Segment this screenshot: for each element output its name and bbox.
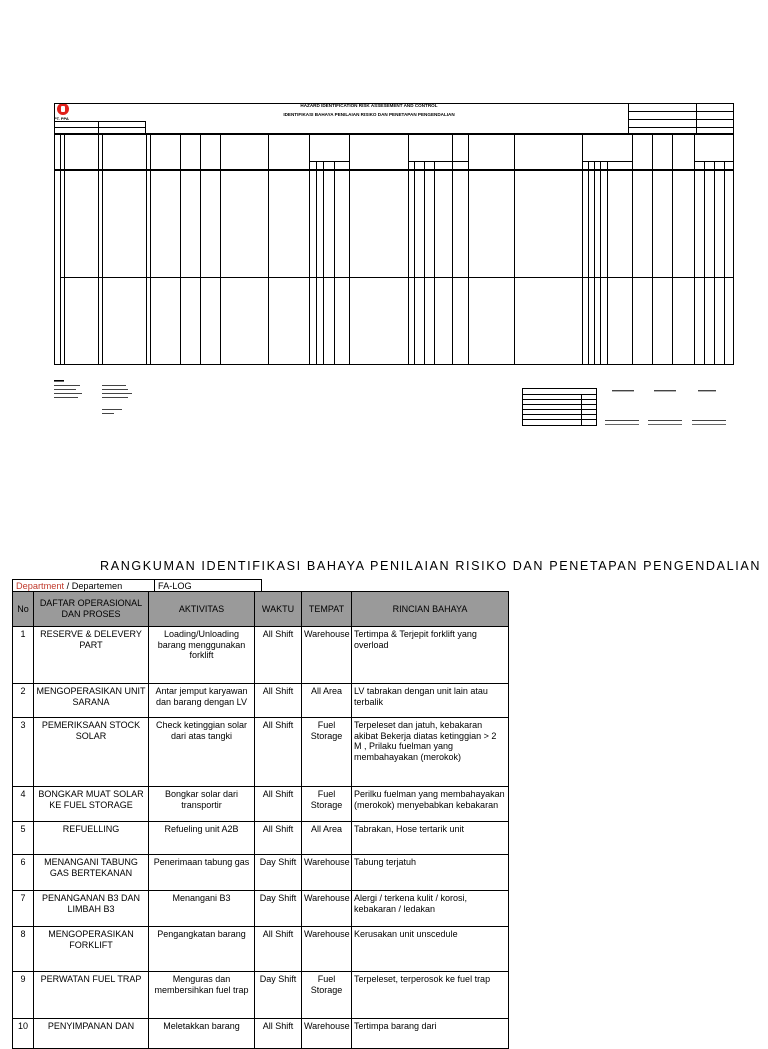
form-notes bbox=[54, 380, 174, 425]
table-header-row bbox=[13, 592, 509, 627]
cell-waktu: All Shift bbox=[255, 718, 302, 787]
form-column-line bbox=[704, 161, 705, 365]
form-column-line bbox=[64, 134, 65, 365]
form-column-line bbox=[594, 161, 595, 365]
cell-tempat: All Area bbox=[302, 684, 352, 718]
form-divider bbox=[309, 161, 349, 162]
cell-aktivitas: Menangani B3 bbox=[149, 891, 255, 927]
header-no: No bbox=[13, 592, 34, 627]
form-column-line bbox=[98, 134, 99, 365]
cell-aktivitas: Penerimaan tabung gas bbox=[149, 855, 255, 891]
cell-aktivitas: Loading/Unloading barang menggunakan forklift bbox=[149, 627, 255, 684]
department-label: Department / Departemen bbox=[13, 580, 155, 592]
table-row bbox=[13, 927, 509, 972]
form-column-line bbox=[452, 134, 453, 365]
cell-tempat: Fuel Storage bbox=[302, 787, 352, 822]
table-row bbox=[13, 822, 509, 855]
header-waktu: WAKTU bbox=[255, 592, 302, 627]
cell-bahaya: Tertimpa barang dari bbox=[352, 1019, 509, 1049]
form-column-line bbox=[60, 134, 61, 365]
form-column-line bbox=[514, 134, 515, 365]
cell-bahaya: Alergi / terkena kulit / korosi, kebakaran / ledakan bbox=[352, 891, 509, 927]
table-row bbox=[13, 855, 509, 891]
form-column-line bbox=[323, 161, 324, 365]
table-row bbox=[13, 718, 509, 787]
cell-tempat: Fuel Storage bbox=[302, 718, 352, 787]
cell-no: 1 bbox=[13, 627, 34, 684]
header-proses: DAFTAR OPERASIONAL DAN PROSES bbox=[34, 592, 149, 627]
cell-no: 9 bbox=[13, 972, 34, 1019]
cell-waktu: Day Shift bbox=[255, 972, 302, 1019]
form-column-line bbox=[600, 161, 601, 365]
header-aktivitas: AKTIVITAS bbox=[149, 592, 255, 627]
risk-legend-box bbox=[522, 388, 597, 426]
table-row bbox=[13, 1019, 509, 1049]
cell-proses: BONGKAR MUAT SOLAR KE FUEL STORAGE bbox=[34, 787, 149, 822]
summary-title: RANGKUMAN IDENTIFIKASI BAHAYA PENILAIAN RISIKO DAN PENETAPAN PENGENDALIAN bbox=[100, 559, 762, 573]
cell-aktivitas: Bongkar solar dari transportir bbox=[149, 787, 255, 822]
form-column-line bbox=[334, 161, 335, 365]
cell-tempat: Warehouse bbox=[302, 1019, 352, 1049]
table-row bbox=[13, 787, 509, 822]
form-column-line bbox=[607, 161, 608, 365]
cell-proses: PENYIMPANAN DAN bbox=[34, 1019, 149, 1049]
cell-waktu: Day Shift bbox=[255, 891, 302, 927]
table-row bbox=[13, 891, 509, 927]
cell-proses: RESERVE & DELEVERY PART bbox=[34, 627, 149, 684]
cell-no: 5 bbox=[13, 822, 34, 855]
cell-proses: MENGOPERASIKAN FORKLIFT bbox=[34, 927, 149, 972]
form-title-en: HAZARD IDENTIFICATION RISK ASSESEMENT AND CONTROL bbox=[300, 103, 438, 108]
cell-bahaya: Perilku fuelman yang membahayakan (merokok) menyebabkan kebakaran bbox=[352, 787, 509, 822]
form-column-line bbox=[102, 134, 103, 365]
cell-proses: MENGOPERASIKAN UNIT SARANA bbox=[34, 684, 149, 718]
cell-aktivitas: Pengangkatan barang bbox=[149, 927, 255, 972]
form-title-id: IDENTIFIKASI BAHAYA PENILAIAN RISIKO DAN PENETAPAN PENGENDALIAN bbox=[283, 112, 455, 117]
form-column-line bbox=[268, 134, 269, 365]
cell-tempat: Warehouse bbox=[302, 891, 352, 927]
company-name: PT. PPA bbox=[54, 116, 69, 121]
cell-no: 4 bbox=[13, 787, 34, 822]
cell-tempat: Warehouse bbox=[302, 855, 352, 891]
form-column-line bbox=[434, 161, 435, 365]
form-column-line bbox=[180, 134, 181, 365]
cell-aktivitas: Menguras dan membersihkan fuel trap bbox=[149, 972, 255, 1019]
form-column-line bbox=[724, 161, 725, 365]
cell-bahaya: Tertimpa & Terjepit forklift yang overload bbox=[352, 627, 509, 684]
form-column-line bbox=[408, 134, 409, 365]
hirac-form bbox=[54, 103, 734, 365]
cell-aktivitas: Refueling unit A2B bbox=[149, 822, 255, 855]
form-column-line bbox=[146, 134, 147, 365]
form-column-line bbox=[468, 134, 469, 365]
cell-no: 10 bbox=[13, 1019, 34, 1049]
cell-no: 7 bbox=[13, 891, 34, 927]
header-rincian-bahaya: RINCIAN BAHAYA bbox=[352, 592, 509, 627]
signature-block bbox=[600, 388, 735, 428]
hazard-summary-table bbox=[12, 591, 509, 1049]
cell-aktivitas: Antar jemput karyawan dan barang dengan LV bbox=[149, 684, 255, 718]
form-column-line bbox=[316, 161, 317, 365]
form-column-line bbox=[424, 161, 425, 365]
table-row bbox=[13, 627, 509, 684]
form-column-line bbox=[672, 134, 673, 365]
cell-tempat: Fuel Storage bbox=[302, 972, 352, 1019]
form-column-line bbox=[309, 134, 310, 365]
form-divider bbox=[98, 121, 99, 134]
form-column-line bbox=[414, 161, 415, 365]
form-divider bbox=[696, 103, 697, 134]
cell-bahaya: Terpeleset dan jatuh, kebakaran akibat Bekerja diatas ketinggian > 2 M , Prilaku fuelman yang membahayakan (merokok) bbox=[352, 718, 509, 787]
cell-bahaya: Kerusakan unit unscedule bbox=[352, 927, 509, 972]
notes-microtext bbox=[54, 380, 174, 420]
form-column-line bbox=[652, 134, 653, 365]
cell-waktu: All Shift bbox=[255, 927, 302, 972]
form-divider bbox=[54, 127, 146, 128]
form-column-line bbox=[349, 134, 350, 365]
cell-waktu: All Shift bbox=[255, 1019, 302, 1049]
cell-proses: PERWATAN FUEL TRAP bbox=[34, 972, 149, 1019]
cell-no: 2 bbox=[13, 684, 34, 718]
cell-bahaya: LV tabrakan dengan unit lain atau terbalik bbox=[352, 684, 509, 718]
cell-bahaya: Tabrakan, Hose tertarik unit bbox=[352, 822, 509, 855]
cell-no: 3 bbox=[13, 718, 34, 787]
cell-proses: MENANGANI TABUNG GAS BERTEKANAN bbox=[34, 855, 149, 891]
cell-bahaya: Terpeleset, terperosok ke fuel trap bbox=[352, 972, 509, 1019]
cell-proses: REFUELLING bbox=[34, 822, 149, 855]
cell-waktu: All Shift bbox=[255, 822, 302, 855]
form-column-line bbox=[588, 161, 589, 365]
form-divider bbox=[628, 119, 734, 120]
cell-proses: PENANGANAN B3 DAN LIMBAH B3 bbox=[34, 891, 149, 927]
form-column-line bbox=[220, 134, 221, 365]
header-tempat: TEMPAT bbox=[302, 592, 352, 627]
form-column-line bbox=[200, 134, 201, 365]
form-divider bbox=[408, 161, 468, 162]
cell-tempat: Warehouse bbox=[302, 627, 352, 684]
cell-aktivitas: Meletakkan barang bbox=[149, 1019, 255, 1049]
cell-bahaya: Tabung terjatuh bbox=[352, 855, 509, 891]
table-row bbox=[13, 972, 509, 1019]
cell-tempat: Warehouse bbox=[302, 927, 352, 972]
cell-waktu: All Shift bbox=[255, 684, 302, 718]
form-divider bbox=[628, 111, 734, 112]
form-divider bbox=[628, 127, 734, 128]
cell-waktu: Day Shift bbox=[255, 855, 302, 891]
cell-waktu: All Shift bbox=[255, 627, 302, 684]
cell-no: 8 bbox=[13, 927, 34, 972]
form-column-line bbox=[714, 161, 715, 365]
form-column-line bbox=[632, 134, 633, 365]
cell-tempat: All Area bbox=[302, 822, 352, 855]
form-column-line bbox=[150, 134, 151, 365]
form-column-line bbox=[582, 134, 583, 365]
form-column-line bbox=[694, 134, 695, 365]
cell-aktivitas: Check ketinggian solar dari atas tangki bbox=[149, 718, 255, 787]
department-value: FA-LOG bbox=[155, 580, 262, 592]
cell-proses: PEMERIKSAAN STOCK SOLAR bbox=[34, 718, 149, 787]
cell-no: 6 bbox=[13, 855, 34, 891]
cell-waktu: All Shift bbox=[255, 787, 302, 822]
table-row bbox=[13, 684, 509, 718]
